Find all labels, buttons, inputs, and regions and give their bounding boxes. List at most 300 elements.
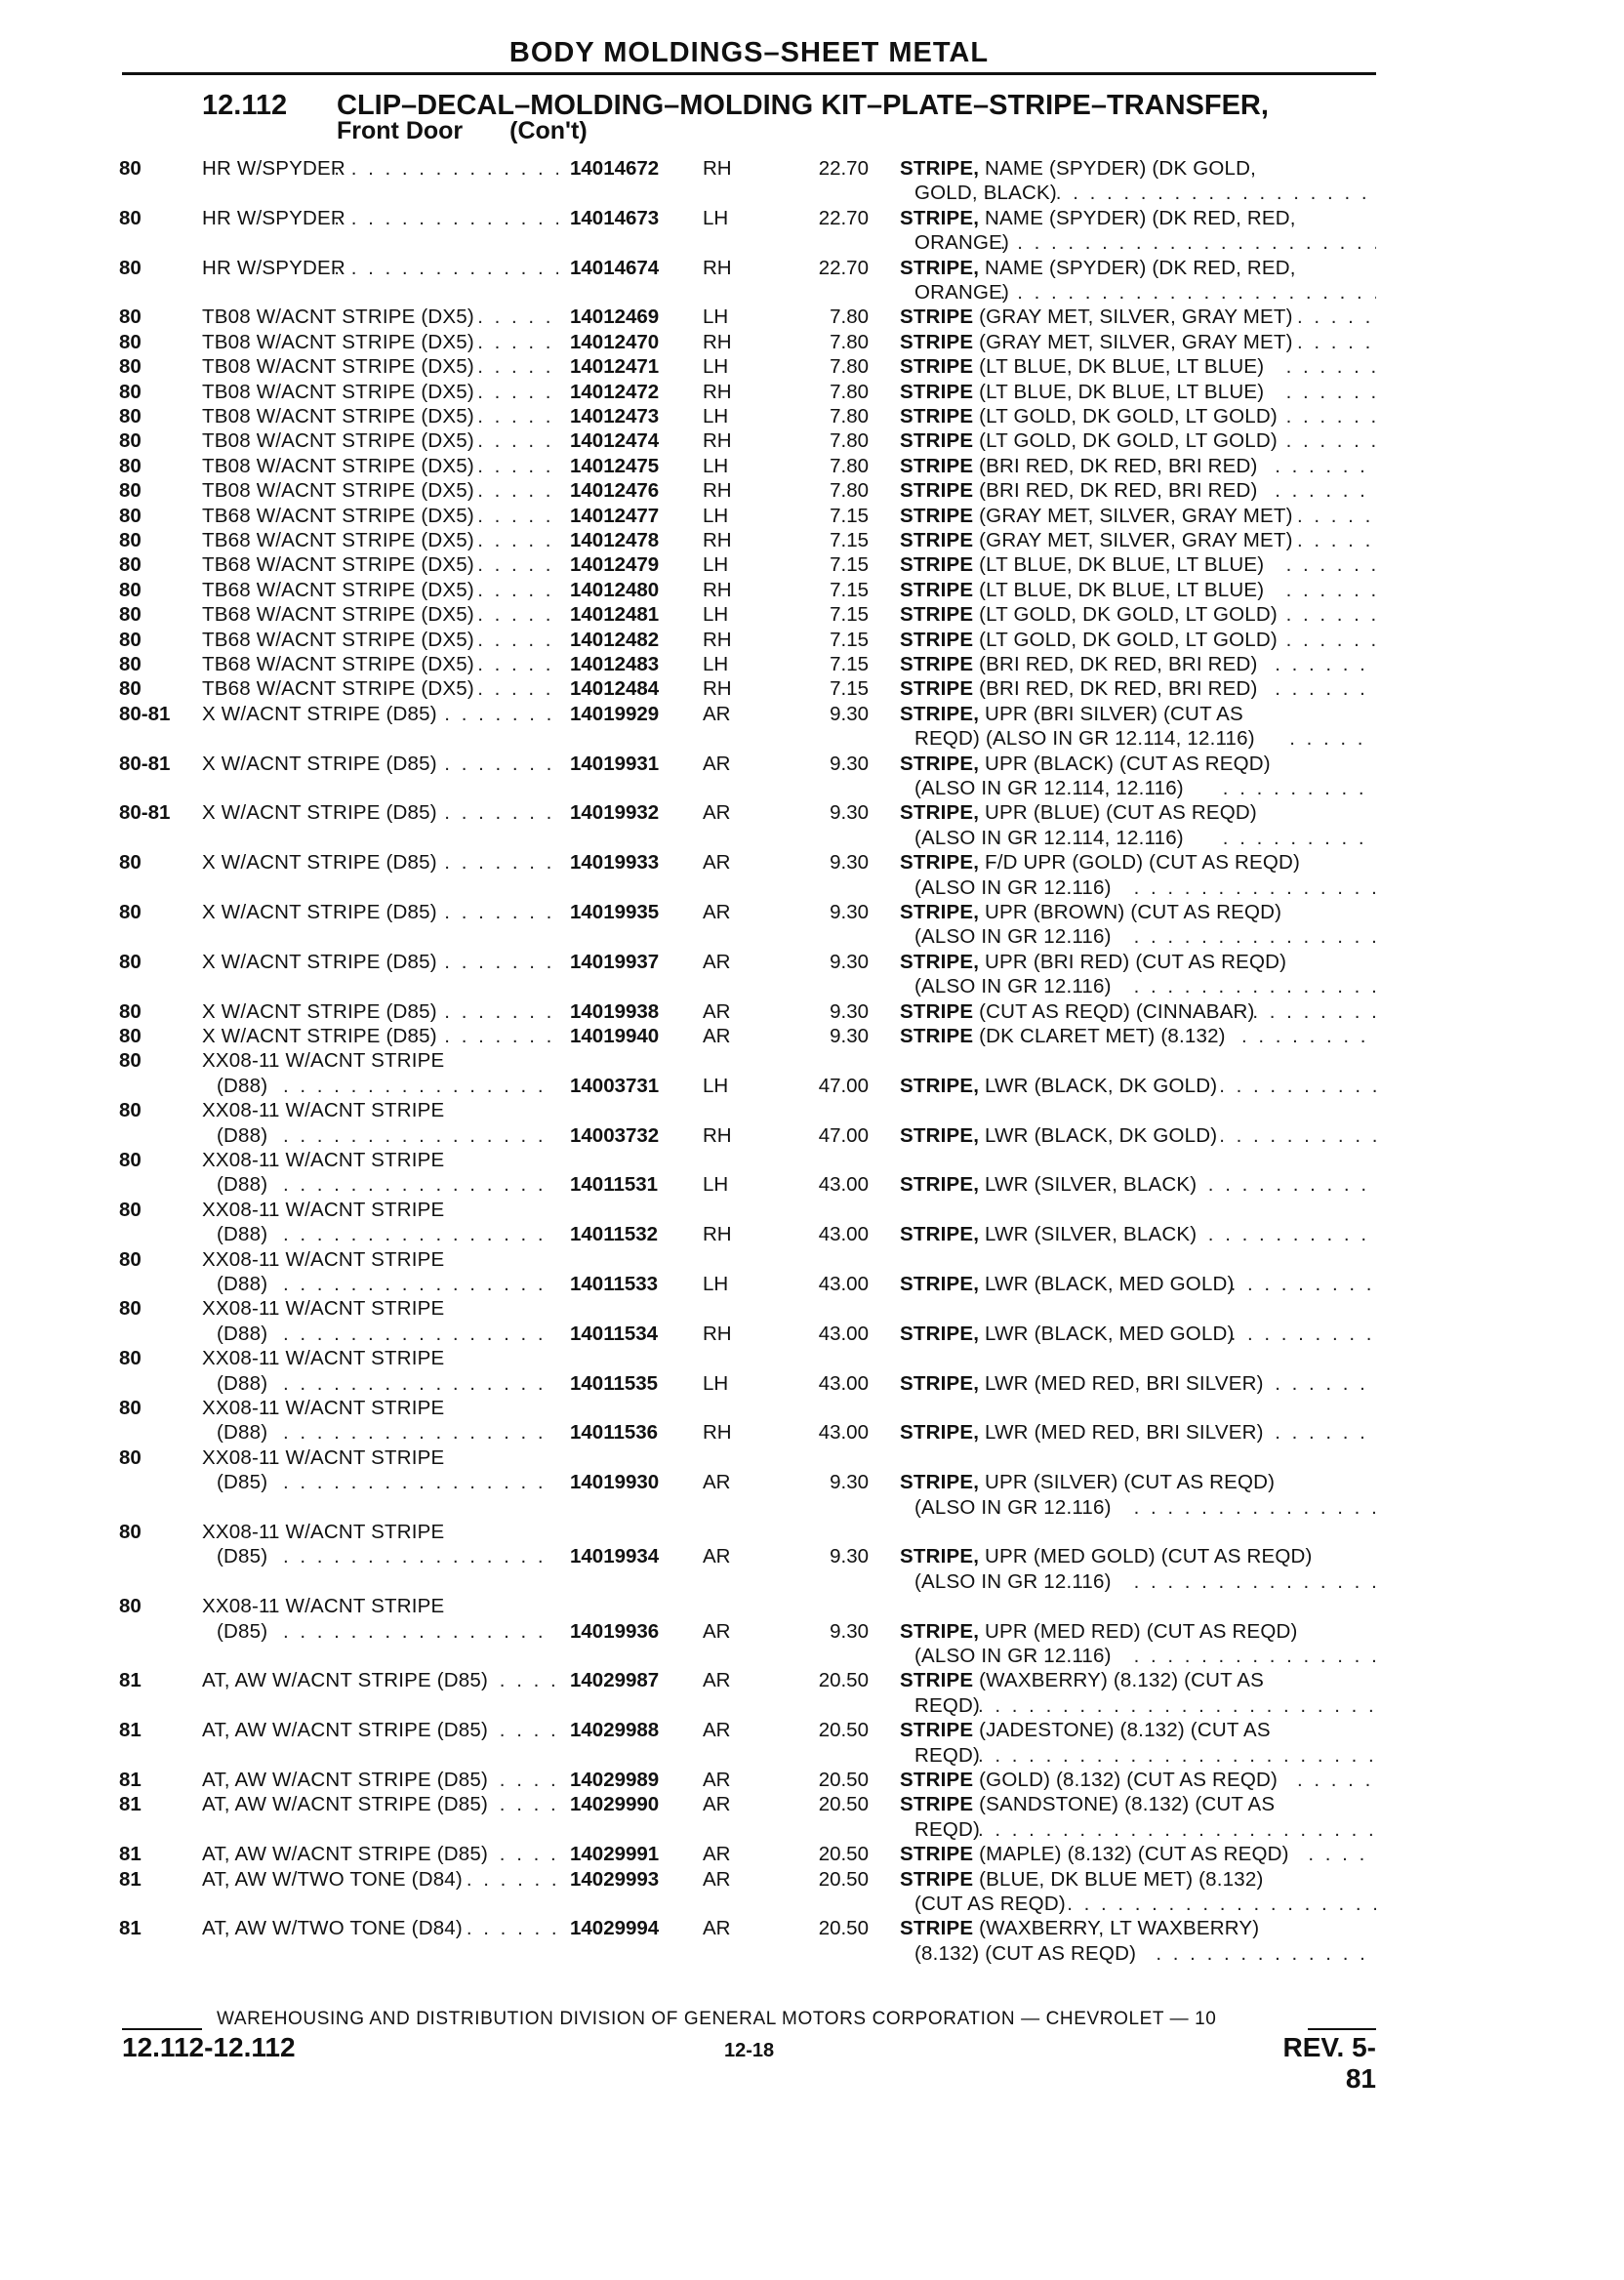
part-name-detail: LWR (BLACK, DK GOLD) (979, 1074, 1218, 1097)
list-price: 7.80 (830, 429, 869, 453)
part-number: 14019930 (570, 1471, 660, 1494)
part-name-keyword: STRIPE, (900, 256, 980, 279)
fig-number: 80 (119, 429, 142, 453)
part-name-detail: NAME (SPYDER) (DK RED, RED, (979, 256, 1296, 279)
side-code: LH (703, 454, 729, 477)
list-price: 20.50 (818, 1719, 869, 1742)
part-name-keyword: STRIPE, (900, 1173, 980, 1197)
leader-dots (1134, 875, 1376, 900)
part-number: 14019937 (570, 950, 660, 973)
leader-dots (978, 1693, 1376, 1718)
part-name-keyword: STRIPE (900, 429, 974, 453)
part-name-keyword: STRIPE, (900, 752, 980, 775)
usage-description: X W/ACNT STRIPE (D85) (202, 999, 437, 1023)
usage-description: XX08-11 W/ACNT STRIPE (202, 1595, 445, 1618)
part-number: 14011531 (570, 1173, 659, 1197)
fig-number: 80 (119, 851, 142, 875)
side-code: AR (703, 901, 731, 923)
fig-number: 80 (119, 1099, 142, 1122)
leader-dots (283, 1619, 556, 1644)
part-name-keyword: STRIPE (900, 330, 974, 353)
leader-dots (1208, 1222, 1376, 1246)
leader-dots (1208, 1172, 1376, 1197)
leader-dots (477, 528, 558, 552)
leader-dots (283, 1420, 556, 1445)
part-name-detail: (GRAY MET, SILVER, GRAY MET) (973, 305, 1293, 329)
part-name (914, 1495, 1112, 1520)
usage-description-option: (D88) (217, 1273, 268, 1295)
part-name (900, 1718, 1271, 1742)
side-code: LH (703, 1273, 729, 1295)
fig-number: 80 (119, 1025, 142, 1047)
list-price: 9.30 (830, 1545, 869, 1568)
leader-dots (1000, 230, 1376, 255)
footer-rule-right (1308, 2028, 1376, 2030)
list-price: 9.30 (830, 702, 869, 725)
list-price: 43.00 (818, 1322, 869, 1345)
fig-number: 80 (119, 653, 142, 675)
part-name (900, 1668, 1264, 1692)
part-name-detail: (LT GOLD, DK GOLD, LT GOLD) (973, 429, 1278, 453)
part-number: 14019935 (570, 901, 660, 923)
part-name-keyword: STRIPE, (900, 1123, 980, 1147)
part-name-keyword: STRIPE (900, 603, 974, 627)
part-name-keyword: STRIPE, (900, 1545, 980, 1568)
fig-number: 81 (119, 1867, 142, 1891)
part-name-keyword: STRIPE, (900, 1619, 980, 1643)
part-number: 14011536 (570, 1421, 659, 1445)
part-name (914, 1569, 1112, 1594)
usage-description: TB68 W/ACNT STRIPE (DX5) (202, 578, 474, 601)
usage-description: AT, AW W/TWO TONE (D84) (202, 1867, 463, 1891)
part-number: 14012476 (570, 479, 660, 503)
part-number: 14029987 (570, 1669, 660, 1692)
part-number: 14011535 (570, 1371, 659, 1395)
leader-dots (1275, 1371, 1376, 1396)
part-name-detail: REQD) (ALSO IN GR 12.114, 12.116) (914, 727, 1255, 751)
list-price: 7.15 (830, 677, 869, 701)
list-price: 9.30 (830, 801, 869, 825)
side-code: AR (703, 1917, 731, 1940)
fig-number: 80 (119, 206, 142, 229)
part-name-detail: (BRI RED, DK RED, BRI RED) (973, 454, 1258, 477)
leader-dots (1275, 478, 1376, 503)
side-code: AR (703, 1793, 731, 1816)
list-price: 7.80 (830, 355, 869, 379)
leader-dots (477, 330, 558, 354)
part-number: 14011533 (570, 1273, 659, 1295)
part-name-keyword: STRIPE, (900, 851, 980, 875)
part-name-detail: (8.132) (CUT AS REQD) (914, 1941, 1137, 1965)
usage-description-option: (D88) (217, 1223, 268, 1246)
list-price: 7.15 (830, 653, 869, 675)
fig-number: 80 (119, 529, 142, 551)
list-price: 22.70 (818, 157, 869, 180)
part-name (900, 256, 1296, 280)
leader-dots (1231, 1272, 1376, 1296)
part-number: 14029994 (570, 1917, 660, 1940)
part-name-keyword: STRIPE, (900, 1421, 980, 1445)
part-name-keyword: STRIPE (900, 1867, 974, 1891)
part-number: 14012483 (570, 653, 660, 675)
list-price: 20.50 (818, 1669, 869, 1692)
part-name-detail: LWR (BLACK, DK GOLD) (979, 1123, 1218, 1147)
leader-dots (500, 1718, 558, 1742)
fig-number: 80 (119, 1397, 142, 1419)
leader-dots (500, 1792, 558, 1816)
part-name (914, 1693, 980, 1718)
list-price: 7.80 (830, 479, 869, 503)
side-code: RH (703, 1322, 732, 1345)
part-number: 14003731 (570, 1074, 660, 1097)
part-number: 14014674 (570, 256, 660, 279)
part-name-keyword: STRIPE (900, 677, 974, 701)
part-name-detail: (LT BLUE, DK BLUE, LT BLUE) (973, 380, 1265, 403)
leader-dots (978, 1817, 1376, 1842)
part-name-detail: UPR (BROWN) (CUT AS REQD) (979, 901, 1282, 923)
part-name (914, 1941, 1136, 1966)
part-name-keyword: STRIPE, (900, 1371, 980, 1395)
list-price: 20.50 (818, 1917, 869, 1940)
usage-description: HR W/SPYDER (202, 206, 345, 229)
side-code: AR (703, 1769, 731, 1791)
usage-description: XX08-11 W/ACNT STRIPE (202, 1247, 445, 1271)
side-code: LH (703, 1371, 729, 1395)
part-name-keyword: STRIPE (900, 578, 974, 601)
part-name-detail: LWR (BLACK, MED GOLD) (979, 1322, 1235, 1345)
part-name (900, 702, 1243, 726)
side-code: RH (703, 479, 732, 503)
list-price: 47.00 (818, 1123, 869, 1147)
fig-number: 80 (119, 628, 142, 651)
list-price: 9.30 (830, 851, 869, 875)
leader-dots (283, 1371, 556, 1396)
usage-description: XX08-11 W/ACNT STRIPE (202, 1297, 445, 1321)
list-price: 9.30 (830, 1471, 869, 1494)
usage-description: X W/ACNT STRIPE (D85) (202, 702, 437, 725)
part-name (900, 478, 1258, 503)
leader-dots (283, 1074, 556, 1098)
list-price: 7.80 (830, 454, 869, 477)
leader-dots (1297, 528, 1376, 552)
part-name-keyword: STRIPE (900, 355, 974, 379)
leader-dots (477, 478, 558, 503)
side-code: AR (703, 851, 731, 875)
list-price: 20.50 (818, 1867, 869, 1891)
part-name-detail: UPR (BRI SILVER) (CUT AS (979, 702, 1243, 725)
side-code: RH (703, 1421, 732, 1445)
fig-number: 80 (119, 355, 142, 379)
leader-dots (1241, 1024, 1376, 1048)
part-name-keyword: STRIPE (900, 454, 974, 477)
part-number: 14029988 (570, 1719, 660, 1742)
usage-description: AT, AW W/TWO TONE (D84) (202, 1917, 463, 1940)
list-price: 7.15 (830, 504, 869, 527)
fig-number: 80 (119, 1198, 142, 1221)
part-number: 14019931 (570, 752, 660, 775)
list-price: 20.50 (818, 1793, 869, 1816)
usage-description: TB68 W/ACNT STRIPE (DX5) (202, 553, 474, 577)
fig-number: 80 (119, 1445, 142, 1469)
usage-description: TB08 W/ACNT STRIPE (DX5) (202, 479, 474, 503)
part-number: 14019940 (570, 1025, 660, 1047)
side-code: AR (703, 1669, 731, 1692)
side-code: RH (703, 157, 732, 180)
part-name-keyword: STRIPE (900, 1917, 974, 1940)
part-name (900, 1322, 1235, 1346)
list-price: 7.80 (830, 330, 869, 353)
usage-description: TB08 W/ACNT STRIPE (DX5) (202, 454, 474, 477)
part-name (900, 1272, 1235, 1296)
part-number: 14012482 (570, 628, 660, 651)
part-name (900, 1172, 1197, 1197)
fig-number: 80 (119, 157, 142, 180)
leader-dots (444, 950, 558, 974)
leader-dots (1134, 974, 1376, 998)
leader-dots (1275, 676, 1376, 701)
part-name (900, 602, 1278, 627)
part-name (900, 206, 1296, 230)
part-name-keyword: STRIPE (900, 553, 974, 577)
fig-number: 80 (119, 1049, 142, 1073)
side-code: AR (703, 1025, 731, 1047)
leader-dots (1156, 1941, 1376, 1966)
leader-dots (283, 1272, 556, 1296)
usage-description: XX08-11 W/ACNT STRIPE (202, 1521, 445, 1543)
part-name-detail: (LT GOLD, DK GOLD, LT GOLD) (973, 405, 1278, 428)
list-price: 7.80 (830, 380, 869, 403)
part-name-keyword: STRIPE (900, 504, 974, 527)
side-code: LH (703, 305, 729, 329)
usage-description: XX08-11 W/ACNT STRIPE (202, 1347, 445, 1370)
part-name-detail: REQD) (914, 1693, 981, 1717)
usage-description: XX08-11 W/ACNT STRIPE (202, 1099, 445, 1122)
side-code: AR (703, 1867, 731, 1891)
part-name (900, 1867, 1264, 1892)
usage-description: XX08-11 W/ACNT STRIPE (202, 1397, 445, 1419)
leader-dots (283, 1544, 556, 1568)
leader-dots (477, 305, 558, 329)
part-number: 14012480 (570, 578, 660, 601)
part-name-detail: (WAXBERRY) (8.132) (CUT AS (973, 1669, 1265, 1692)
part-name (900, 578, 1264, 602)
side-code: AR (703, 702, 731, 725)
leader-dots (444, 1024, 558, 1048)
leader-dots (334, 256, 558, 280)
leader-dots (477, 578, 558, 602)
usage-description: HR W/SPYDER (202, 256, 345, 279)
list-price: 9.30 (830, 1619, 869, 1643)
usage-description: X W/ACNT STRIPE (D85) (202, 901, 437, 923)
leader-dots (477, 628, 558, 652)
part-number: 14011532 (570, 1223, 659, 1246)
section-number: 12.112 (202, 90, 288, 121)
list-price: 7.15 (830, 603, 869, 627)
part-name-detail: (JADESTONE) (8.132) (CUT AS (973, 1719, 1271, 1742)
part-number: 14014673 (570, 206, 660, 229)
leader-dots (1231, 1322, 1376, 1346)
list-price: 43.00 (818, 1421, 869, 1445)
part-name-keyword: STRIPE, (900, 1273, 980, 1295)
part-number: 14029990 (570, 1793, 660, 1816)
part-name (900, 156, 1256, 181)
list-price: 43.00 (818, 1173, 869, 1197)
part-name-keyword: STRIPE (900, 1025, 974, 1047)
part-name (900, 1074, 1217, 1098)
part-name (900, 1768, 1278, 1792)
side-code: RH (703, 578, 732, 601)
leader-dots (467, 1867, 558, 1892)
part-number: 14003732 (570, 1123, 660, 1147)
usage-description: TB68 W/ACNT STRIPE (DX5) (202, 603, 474, 627)
usage-description: AT, AW W/ACNT STRIPE (D85) (202, 1843, 488, 1866)
fig-number: 80 (119, 1149, 142, 1171)
usage-description: TB08 W/ACNT STRIPE (DX5) (202, 305, 474, 329)
leader-dots (1275, 1420, 1376, 1445)
part-name-keyword: STRIPE (900, 405, 974, 428)
leader-dots (1275, 652, 1376, 676)
part-name-detail: (SANDSTONE) (8.132) (CUT AS (973, 1793, 1276, 1816)
leader-dots (1252, 999, 1376, 1024)
part-name (900, 1792, 1275, 1816)
part-name-detail: LWR (SILVER, BLACK) (979, 1173, 1198, 1197)
fig-number: 80-81 (119, 702, 171, 725)
side-code: AR (703, 1843, 731, 1866)
leader-dots (1286, 380, 1376, 404)
usage-description: XX08-11 W/ACNT STRIPE (202, 1445, 445, 1469)
fig-number: 80-81 (119, 752, 171, 775)
part-name-detail: UPR (MED GOLD) (CUT AS REQD) (979, 1545, 1313, 1568)
usage-description: TB68 W/ACNT STRIPE (DX5) (202, 653, 474, 675)
part-name-detail: UPR (SILVER) (CUT AS REQD) (979, 1471, 1276, 1494)
fig-number: 80 (119, 603, 142, 627)
part-name-detail: LWR (MED RED, BRI SILVER) (979, 1421, 1264, 1445)
part-number: 14012475 (570, 454, 660, 477)
part-name (900, 1420, 1264, 1445)
part-number: 14012477 (570, 504, 660, 527)
part-name-keyword: STRIPE (900, 999, 974, 1023)
leader-dots (334, 206, 558, 230)
part-name (914, 826, 1184, 850)
side-code: RH (703, 1223, 732, 1246)
list-price: 47.00 (818, 1074, 869, 1097)
part-name-detail: (ALSO IN GR 12.114, 12.116) (914, 777, 1184, 799)
part-number: 14019934 (570, 1545, 660, 1568)
part-name-detail: NAME (SPYDER) (DK RED, RED, (979, 206, 1296, 229)
part-name-detail: (GOLD) (8.132) (CUT AS REQD) (973, 1769, 1279, 1791)
fig-number: 81 (119, 1793, 142, 1816)
part-name-detail: (ALSO IN GR 12.114, 12.116) (914, 826, 1184, 849)
page-header-title: BODY MOLDINGS–SHEET METAL (508, 37, 990, 68)
part-name (914, 924, 1112, 949)
part-number: 14011534 (570, 1322, 659, 1345)
leader-dots (1289, 726, 1376, 751)
part-name-detail: LWR (MED RED, BRI SILVER) (979, 1371, 1264, 1395)
part-name-keyword: STRIPE, (900, 950, 980, 973)
leader-dots (1286, 552, 1376, 577)
part-name-detail: (ALSO IN GR 12.116) (914, 975, 1112, 998)
part-name-detail: (ALSO IN GR 12.116) (914, 1569, 1112, 1593)
list-price: 9.30 (830, 950, 869, 973)
part-name-detail: (ALSO IN GR 12.116) (914, 875, 1112, 899)
part-number: 14019932 (570, 801, 660, 825)
fig-number: 81 (119, 1769, 142, 1791)
usage-description: X W/ACNT STRIPE (D85) (202, 1025, 437, 1047)
part-name-keyword: STRIPE (900, 479, 974, 503)
part-number: 14012474 (570, 429, 660, 453)
leader-dots (500, 1668, 558, 1692)
fig-number: 81 (119, 1719, 142, 1742)
leader-dots (283, 1222, 556, 1246)
section-title: CLIP–DECAL–MOLDING–MOLDING KIT–PLATE–STRIPE–TRANSFER, (337, 90, 1269, 121)
side-code: LH (703, 504, 729, 527)
list-price: 43.00 (818, 1223, 869, 1246)
usage-description-option: (D85) (217, 1619, 268, 1643)
part-name (914, 280, 1009, 305)
fig-number: 80 (119, 1521, 142, 1543)
part-name-detail: (BRI RED, DK RED, BRI RED) (973, 653, 1258, 675)
usage-description: TB68 W/ACNT STRIPE (DX5) (202, 628, 474, 651)
fig-number: 80 (119, 1347, 142, 1370)
list-price: 7.15 (830, 529, 869, 551)
list-price: 9.30 (830, 1025, 869, 1047)
part-name-detail: UPR (BLACK) (CUT AS REQD) (979, 752, 1271, 775)
footer-page-number: 12-18 (724, 2040, 775, 2061)
part-name-detail: (MAPLE) (8.132) (CUT AS REQD) (973, 1843, 1289, 1866)
part-name (900, 676, 1258, 701)
part-number: 14019936 (570, 1619, 660, 1643)
part-name (914, 974, 1112, 998)
part-name (900, 850, 1300, 875)
leader-dots (1297, 305, 1376, 329)
leader-dots (1000, 280, 1376, 305)
leader-dots (1286, 578, 1376, 602)
part-name (914, 875, 1112, 900)
list-price: 7.80 (830, 305, 869, 329)
leader-dots (477, 602, 558, 627)
leader-dots (500, 1842, 558, 1866)
part-name-detail: (LT BLUE, DK BLUE, LT BLUE) (973, 578, 1265, 601)
list-price: 43.00 (818, 1371, 869, 1395)
usage-description-option: (D85) (217, 1545, 268, 1568)
part-name-detail: UPR (BLUE) (CUT AS REQD) (979, 801, 1257, 825)
side-code: LH (703, 603, 729, 627)
fig-number: 80 (119, 950, 142, 973)
list-price: 7.80 (830, 405, 869, 428)
usage-description: TB08 W/ACNT STRIPE (DX5) (202, 330, 474, 353)
part-name-detail: ORANGE) (914, 281, 1010, 304)
part-name (900, 1123, 1217, 1148)
part-name-keyword: STRIPE (900, 1669, 974, 1692)
part-name-keyword: STRIPE (900, 1843, 974, 1866)
part-name (900, 628, 1278, 652)
leader-dots (978, 1743, 1376, 1768)
part-name-detail: F/D UPR (GOLD) (CUT AS REQD) (979, 851, 1301, 875)
part-name (900, 354, 1264, 379)
fig-number: 80 (119, 405, 142, 428)
side-code: RH (703, 256, 732, 279)
side-code: AR (703, 801, 731, 825)
side-code: RH (703, 1123, 732, 1147)
usage-description: TB08 W/ACNT STRIPE (DX5) (202, 405, 474, 428)
list-price: 7.15 (830, 553, 869, 577)
leader-dots (1286, 428, 1376, 453)
usage-description: TB68 W/ACNT STRIPE (DX5) (202, 504, 474, 527)
part-name-keyword: STRIPE, (900, 1074, 980, 1097)
side-code: LH (703, 1074, 729, 1097)
leader-dots (477, 676, 558, 701)
part-name-detail: (BRI RED, DK RED, BRI RED) (973, 479, 1258, 503)
